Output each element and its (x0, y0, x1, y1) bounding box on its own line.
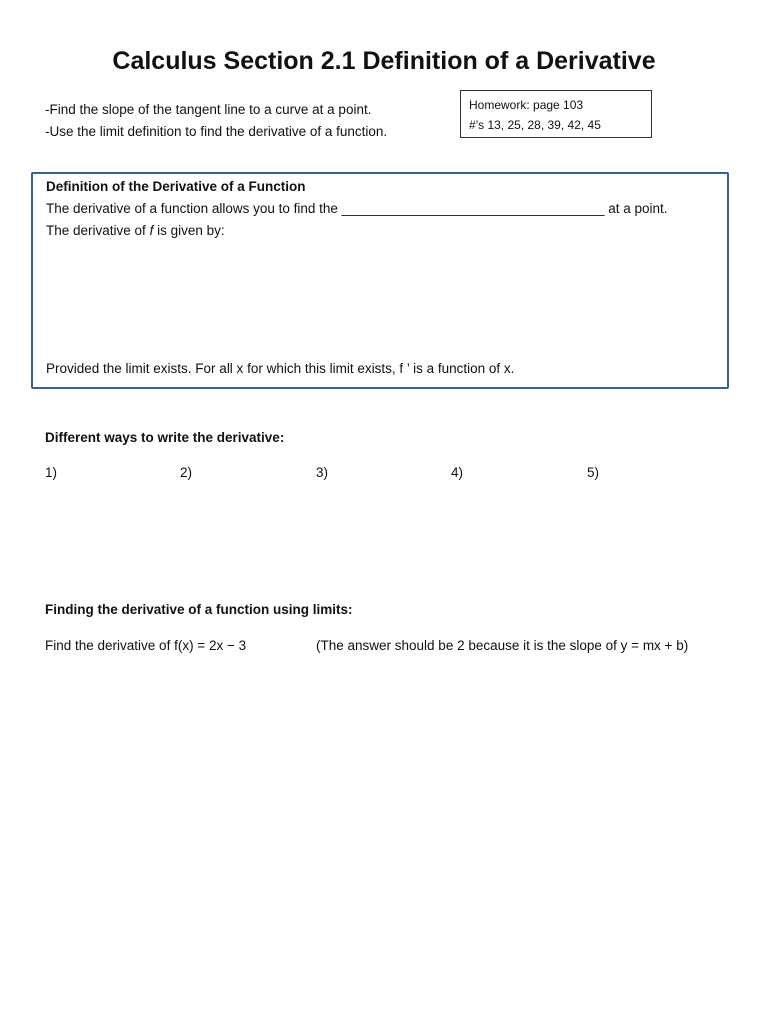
list-item: 3) (316, 465, 329, 480)
example-prompt: Find the derivative of f(x) = 2x − 3 (45, 638, 247, 653)
list-item: 2) (180, 465, 193, 480)
objective-item: -Use the limit definition to find the derivative of a function. (45, 124, 388, 139)
objective-item: -Find the slope of the tangent line to a curve at a point. (45, 102, 372, 117)
ways-heading: Different ways to write the derivative: (45, 430, 285, 445)
objectives (45, 99, 387, 143)
definition-box (31, 172, 729, 389)
example-note: (The answer should be 2 because it is the slope of y = mx + b) (316, 638, 689, 653)
list-item: 5) (587, 465, 600, 480)
fill-in-blank: ___________________________________ (341, 201, 605, 216)
ways-list (45, 465, 725, 485)
definition-heading: Definition of the Derivative of a Function (46, 179, 306, 194)
definition-line-3: Provided the limit exists. For all x for which this limit exists, f ’ is a function of x. (46, 361, 515, 376)
page-title: Calculus Section 2.1 Definition of a Derivative (112, 47, 656, 75)
definition-text: The derivative of a function allows you to find the (46, 201, 342, 216)
limits-heading: Finding the derivative of a function using limits: (45, 602, 353, 617)
definition-line-1 (46, 201, 668, 216)
definition-text: at a point. (604, 201, 668, 216)
list-item: 4) (451, 465, 464, 480)
function-symbol: f (149, 223, 154, 238)
definition-text: The derivative of (46, 223, 150, 238)
list-item: 1) (45, 465, 58, 480)
homework-problems: #’s 13, 25, 28, 39, 42, 45 (469, 118, 601, 132)
homework-page: Homework: page 103 (469, 98, 584, 112)
definition-line-2 (46, 223, 225, 238)
homework-box (460, 90, 652, 138)
definition-text: is given by: (153, 223, 225, 238)
